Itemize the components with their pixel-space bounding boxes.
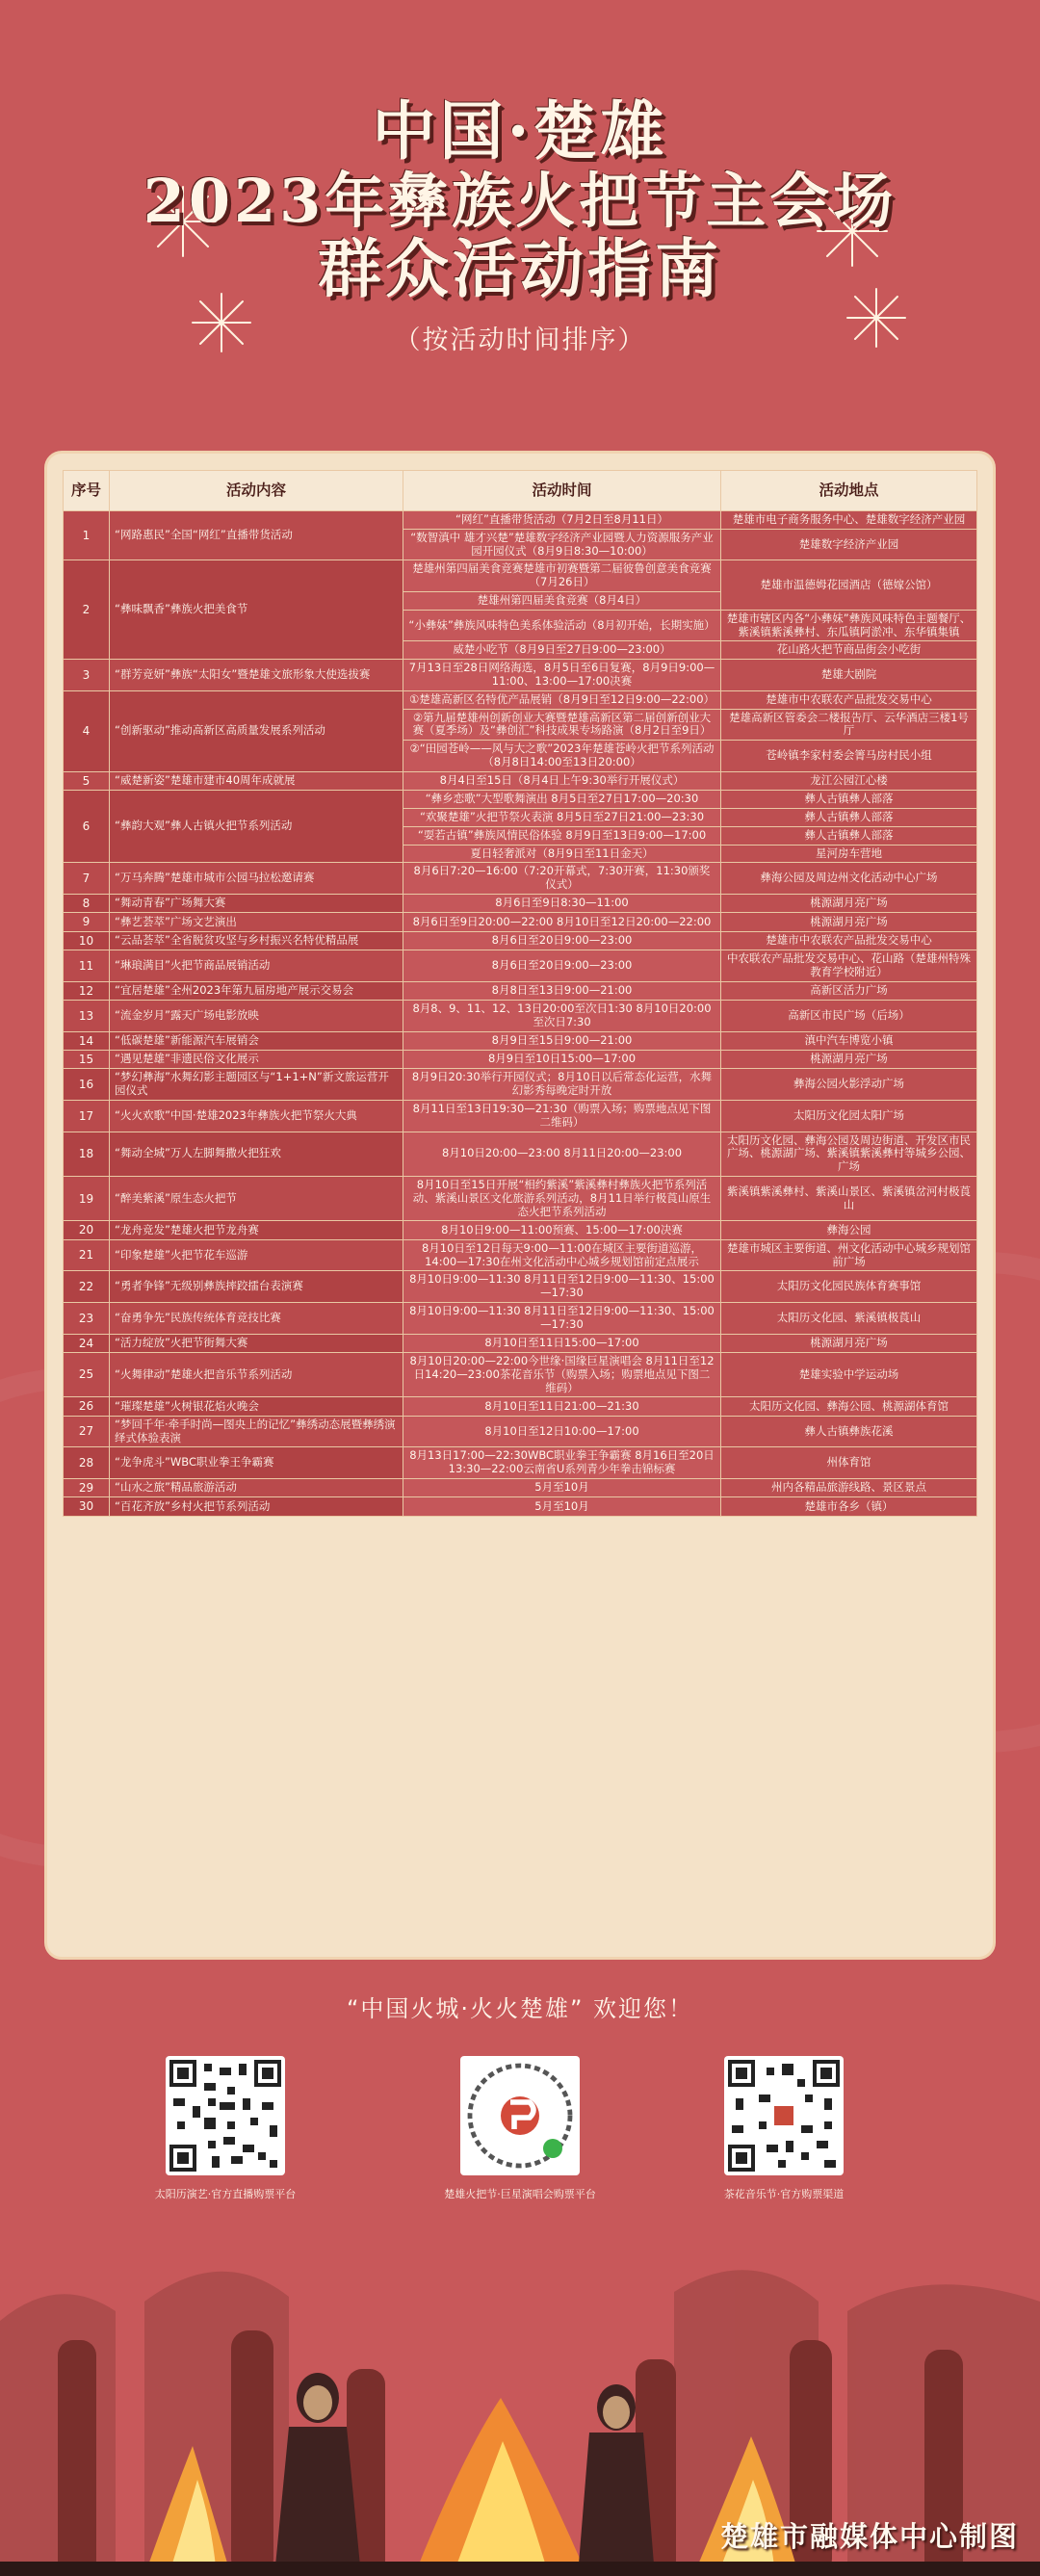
table-row bbox=[64, 1416, 977, 1447]
activity-content: “醉美紫溪”原生态火把节 bbox=[110, 1177, 403, 1221]
activity-content: “云品荟萃”全省脱贫攻坚与乡村振兴名特优精品展 bbox=[110, 931, 403, 950]
row-number: 26 bbox=[64, 1397, 110, 1416]
row-number: 28 bbox=[64, 1447, 110, 1479]
table-row bbox=[64, 1132, 977, 1176]
activity-content: “流金岁月”露天广场电影放映 bbox=[110, 1001, 403, 1032]
activity-location: 州内各精品旅游线路、景区景点 bbox=[721, 1478, 977, 1496]
row-number: 18 bbox=[64, 1132, 110, 1176]
activity-time: 8月10日20:00—23:00 8月11日20:00—23:00 bbox=[403, 1132, 721, 1176]
activity-time: 8月9日至10日15:00—17:00 bbox=[403, 1051, 721, 1069]
activity-time: 8月6日至20日9:00—23:00 bbox=[403, 931, 721, 950]
table-row bbox=[64, 1447, 977, 1479]
row-number: 6 bbox=[64, 791, 110, 863]
qr-code-icon bbox=[166, 2056, 285, 2175]
activity-content: “梦回千年·牵手时尚—图央上的记忆”彝绣动态展暨彝绣演绎式体验表演 bbox=[110, 1416, 403, 1447]
table-row bbox=[64, 1303, 977, 1335]
activity-time: 8月10日至15日开展“相约紫溪”紫溪彝村彝族火把节系列活动、紫溪山景区文化旅游系列活动，8月11日举行极莨山原生态火把节系列活动 bbox=[403, 1177, 721, 1221]
activity-location: 太阳历文化园、彝海公园、桃源湖体育馆 bbox=[721, 1397, 977, 1416]
row-number: 8 bbox=[64, 894, 110, 912]
activity-location: 彝人古镇彝人部落 bbox=[721, 791, 977, 809]
subtitle: （按活动时间排序） bbox=[394, 325, 646, 356]
row-number: 22 bbox=[64, 1271, 110, 1303]
activity-time: 8月8、9、11、12、13日20:00至次日1:30 8月10日20:00至次日7:30 bbox=[403, 1001, 721, 1032]
activity-location: 彝人古镇彝人部落 bbox=[721, 826, 977, 845]
row-number: 17 bbox=[64, 1101, 110, 1132]
table-row bbox=[64, 950, 977, 982]
table-row bbox=[64, 1478, 977, 1496]
activity-location: 桃源湖月亮广场 bbox=[721, 1051, 977, 1069]
activity-content: “群芳竞妍”彝族“太阳女”暨楚雄文旅形象大使选拔赛 bbox=[110, 660, 403, 691]
activity-time: 8月10日至11日15:00—17:00 bbox=[403, 1334, 721, 1352]
activity-time: “彝乡恋歌”大型歌舞演出 8月5日至27日17:00—20:30 bbox=[403, 791, 721, 809]
activity-location: 太阳历文化园民族体育赛事馆 bbox=[721, 1271, 977, 1303]
activity-location: 楚雄市中农联农产品批发交易中心 bbox=[721, 931, 977, 950]
activity-location: 彝海公园火影浮动广场 bbox=[721, 1069, 977, 1101]
activity-time: 8月10日20:00—22:00今世缘·国缘巨星演唱会 8月11日至12日14:20—23:00茶花音乐节（购票入场；购票地点见下图二维码） bbox=[403, 1352, 721, 1396]
activity-content: “百花齐放”乡村火把节系列活动 bbox=[110, 1497, 403, 1516]
activity-time: 威楚小吃节（8月9日至27日9:00—23:00） bbox=[403, 641, 721, 660]
activity-time: “网红”直播带货活动（7月2日至8月11日） bbox=[403, 511, 721, 530]
activity-content: “勇者争锋”无级别彝族摔跤擂台表演赛 bbox=[110, 1271, 403, 1303]
activity-location: 楚雄市城区主要街道、州文化活动中心城乡规划馆前广场 bbox=[721, 1239, 977, 1271]
activity-content: “舞动青春”广场舞大赛 bbox=[110, 894, 403, 912]
activity-content: “火火欢歌”中国·楚雄2023年彝族火把节祭火大典 bbox=[110, 1101, 403, 1132]
activity-content: “龙争虎斗”WBC职业拳王争霸赛 bbox=[110, 1447, 403, 1479]
table-row bbox=[64, 1051, 977, 1069]
activity-content: “舞动全城”万人左脚舞撒火把狂欢 bbox=[110, 1132, 403, 1176]
activity-time: 8月6日至9日20:00—22:00 8月10日至12日20:00—22:00 bbox=[403, 913, 721, 931]
activity-content: “彝味飘香”彝族火把美食节 bbox=[110, 560, 403, 660]
activity-time: “小彝妹”彝族风味特色美系体验活动（8月初开始，长期实施） bbox=[403, 610, 721, 641]
table-row bbox=[64, 913, 977, 931]
table-row bbox=[64, 863, 977, 895]
activity-content: “山水之旅”精品旅游活动 bbox=[110, 1478, 403, 1496]
qr-code-icon bbox=[460, 2056, 580, 2175]
table-row bbox=[64, 1497, 977, 1516]
row-number: 5 bbox=[64, 771, 110, 790]
row-number: 29 bbox=[64, 1478, 110, 1496]
qr-label: 茶花音乐节·官方购票渠道 bbox=[723, 2188, 845, 2200]
header-location: 活动地点 bbox=[721, 471, 977, 511]
table-row bbox=[64, 1031, 977, 1050]
activity-time: 楚雄州第四届美食竞赛楚雄市初赛暨第二届彼鲁创意美食竞赛（7月26日） bbox=[403, 560, 721, 592]
table-row bbox=[64, 660, 977, 691]
activity-time: 8月13日17:00—22:30WBC职业拳王争霸赛 8月16日至20日13:30—22:00云南省U系列青少年拳击锦标赛 bbox=[403, 1447, 721, 1479]
table-row bbox=[64, 1239, 977, 1271]
schedule-body bbox=[64, 511, 977, 1517]
activity-location: 龙江公园江心楼 bbox=[721, 771, 977, 790]
activity-location: 高新区市民广场（后场） bbox=[721, 1001, 977, 1032]
activity-time: ②第九届楚雄州创新创业大赛暨楚雄高新区第二届创新创业大赛（夏季场）及“彝创汇”科技成果专场路演（8月2日至9日） bbox=[403, 709, 721, 741]
row-number: 12 bbox=[64, 981, 110, 1000]
activity-time: 楚雄州第四届美食竞赛（8月4日） bbox=[403, 591, 721, 610]
header-no: 序号 bbox=[64, 471, 110, 511]
table-row bbox=[64, 1221, 977, 1239]
activity-location: 太阳历文化园太阳广场 bbox=[721, 1101, 977, 1132]
table-row bbox=[64, 931, 977, 950]
activity-time: 8月6日7:20—16:00（7:20开幕式，7:30开赛，11:30颁奖仪式） bbox=[403, 863, 721, 895]
table-row bbox=[64, 1397, 977, 1416]
activity-location: 楚雄市电子商务服务中心、楚雄数字经济产业园 bbox=[721, 511, 977, 530]
activity-content: “璀璨楚雄”火树银花焰火晚会 bbox=[110, 1397, 403, 1416]
title-line-1: 中国·楚雄 bbox=[372, 93, 668, 169]
activity-location: 苍岭镇李家村委会箐马房村民小组 bbox=[721, 741, 977, 772]
qr-code[interactable] bbox=[166, 2056, 285, 2175]
activity-time: “欢聚楚雄”火把节祭火表演 8月5日至27日21:00—23:30 bbox=[403, 808, 721, 826]
table-header-row bbox=[64, 471, 977, 511]
activity-time: 5月至10月 bbox=[403, 1478, 721, 1496]
table-row bbox=[64, 1334, 977, 1352]
table-row bbox=[64, 1101, 977, 1132]
activity-content: “龙舟竞发”楚雄火把节龙舟赛 bbox=[110, 1221, 403, 1239]
activity-content: “万马奔腾”楚雄市城市公园马拉松邀请赛 bbox=[110, 863, 403, 895]
activity-location: 楚雄市辖区内各“小彝妹”彝族风味特色主题餐厅、紫溪镇紫溪彝村、东瓜镇阿淤冲、东华镇集镇 bbox=[721, 610, 977, 641]
activity-location: 彝海公园 bbox=[721, 1221, 977, 1239]
activity-content: “奋勇争先”民族传统体育竞技比赛 bbox=[110, 1303, 403, 1335]
activity-content: “梦幻彝海”水舞幻影主题园区与“1+1+N”新文旅运营开园仪式 bbox=[110, 1069, 403, 1101]
row-number: 2 bbox=[64, 560, 110, 660]
row-number: 15 bbox=[64, 1051, 110, 1069]
table-row bbox=[64, 1352, 977, 1396]
activity-time: 夏日轻奢派对（8月9日至11日金天） bbox=[403, 845, 721, 863]
activity-location: 彝人古镇彝族花溪 bbox=[721, 1416, 977, 1447]
row-number: 1 bbox=[64, 511, 110, 560]
activity-time: “数智滇中 雄才兴楚”楚雄数字经济产业园暨人力资源服务产业园开园仪式（8月9日8:30—10:00） bbox=[403, 529, 721, 560]
header-time: 活动时间 bbox=[403, 471, 721, 511]
welcome-text: “中国火城·火火楚雄” 欢迎您！ bbox=[346, 1995, 694, 2022]
activity-location: 花山路火把节商品街会小吃街 bbox=[721, 641, 977, 660]
activity-time: 8月9日20:30举行开园仪式；8月10日以后常态化运营，水舞幻影秀每晚定时开放 bbox=[403, 1069, 721, 1101]
activity-content: “创新驱动”推动高新区高质量发展系列活动 bbox=[110, 690, 403, 771]
activity-time: 8月10日至11日21:00—21:30 bbox=[403, 1397, 721, 1416]
activity-time: 8月10日9:00—11:30 8月11日至12日9:00—11:30、15:00—17:30 bbox=[403, 1303, 721, 1335]
table-row bbox=[64, 1271, 977, 1303]
activity-location: 楚雄市中农联农产品批发交易中心 bbox=[721, 690, 977, 709]
activity-location: 星河房车营地 bbox=[721, 845, 977, 863]
row-number: 10 bbox=[64, 931, 110, 950]
activity-location: 楚雄市各乡（镇） bbox=[721, 1497, 977, 1516]
activity-location: 滇中汽车博览小镇 bbox=[721, 1031, 977, 1050]
activity-content: “遇见楚雄”非遗民俗文化展示 bbox=[110, 1051, 403, 1069]
activity-location: 高新区活力广场 bbox=[721, 981, 977, 1000]
activity-time: 8月10日9:00—11:30 8月11日至12日9:00—11:30、15:00—17:30 bbox=[403, 1271, 721, 1303]
activity-content: “印象楚雄”火把节花车巡游 bbox=[110, 1239, 403, 1271]
credit-text: 楚雄市融媒体中心制图 bbox=[719, 2520, 1019, 2553]
qr-label: 楚雄火把节·巨星演唱会购票平台 bbox=[444, 2188, 596, 2200]
activity-location: 彝海公园及周边州文化活动中心广场 bbox=[721, 863, 977, 895]
activity-time: 8月6日至9日8:30—11:00 bbox=[403, 894, 721, 912]
header-content: 活动内容 bbox=[110, 471, 403, 511]
activity-time: 8月10日9:00—11:00预赛、15:00—17:00决赛 bbox=[403, 1221, 721, 1239]
row-number: 24 bbox=[64, 1334, 110, 1352]
row-number: 7 bbox=[64, 863, 110, 895]
table-row bbox=[64, 690, 977, 709]
table-row bbox=[64, 981, 977, 1000]
row-number: 16 bbox=[64, 1069, 110, 1101]
activity-time: 8月10日至12日每天9:00—11:00在城区主要街道巡游，14:00—17:30在州文化活动中心城乡规划馆前定点展示 bbox=[403, 1239, 721, 1271]
row-number: 23 bbox=[64, 1303, 110, 1335]
table-row bbox=[64, 1069, 977, 1101]
table-row bbox=[64, 560, 977, 592]
row-number: 3 bbox=[64, 660, 110, 691]
activity-content: “网路惠民”全国“网红”直播带货活动 bbox=[110, 511, 403, 560]
row-number: 19 bbox=[64, 1177, 110, 1221]
activity-time: 8月11日至13日19:30—21:30（购票入场；购票地点见下图二维码） bbox=[403, 1101, 721, 1132]
activity-content: “低碳楚雄”新能源汽车展销会 bbox=[110, 1031, 403, 1050]
activity-time: 5月至10月 bbox=[403, 1497, 721, 1516]
activity-location: 楚雄数字经济产业园 bbox=[721, 529, 977, 560]
activity-location: 太阳历文化园、彝海公园及周边街道、开发区市民广场、桃源湖广场、紫溪镇紫溪彝村等城乡公园、广场 bbox=[721, 1132, 977, 1176]
row-number: 11 bbox=[64, 950, 110, 982]
activity-location: 彝人古镇彝人部落 bbox=[721, 808, 977, 826]
activity-content: “活力绽放”火把节街舞大赛 bbox=[110, 1334, 403, 1352]
table-row bbox=[64, 771, 977, 790]
row-number: 9 bbox=[64, 913, 110, 931]
activity-location: 太阳历文化园、紫溪镇极莨山 bbox=[721, 1303, 977, 1335]
title-line-3: 群众活动指南 bbox=[318, 231, 722, 307]
activity-time: 8月9日至15日9:00—21:00 bbox=[403, 1031, 721, 1050]
title-line-2: 2023年彝族火把节主会场 bbox=[143, 165, 897, 236]
qr-code-icon bbox=[724, 2056, 844, 2175]
activity-time: 8月6日至20日9:00—23:00 bbox=[403, 950, 721, 982]
activity-location: 中农联农产品批发交易中心、花山路（楚雄州特殊教育学校附近） bbox=[721, 950, 977, 982]
row-number: 14 bbox=[64, 1031, 110, 1050]
table-row bbox=[64, 1001, 977, 1032]
table-row bbox=[64, 1177, 977, 1221]
activity-content: “彝艺荟萃”广场文艺演出 bbox=[110, 913, 403, 931]
activity-time: ②“田园苍岭——风与大之歌”2023年楚雄苍岭火把节系列活动（8月8日14:00至13日20:00） bbox=[403, 741, 721, 772]
qr-code[interactable] bbox=[460, 2056, 580, 2175]
activity-content: “琳琅满目”火把节商品展销活动 bbox=[110, 950, 403, 982]
schedule-panel bbox=[44, 451, 996, 1960]
activity-content: “火舞律动”楚雄火把音乐节系列活动 bbox=[110, 1352, 403, 1396]
activity-time: ①楚雄高新区名特优产品展销（8月9日至12日9:00—22:00） bbox=[403, 690, 721, 709]
row-number: 25 bbox=[64, 1352, 110, 1396]
activity-location: 桃源湖月亮广场 bbox=[721, 1334, 977, 1352]
activity-time: “耍若古镇”彝族风情民俗体验 8月9日至13日9:00—17:00 bbox=[403, 826, 721, 845]
qr-label: 太阳历演艺·官方直播购票平台 bbox=[154, 2188, 297, 2200]
qr-code[interactable] bbox=[724, 2056, 844, 2175]
activity-time: 8月8日至13日9:00—21:00 bbox=[403, 981, 721, 1000]
table-row bbox=[64, 894, 977, 912]
activity-content: “彝韵大观”彝人古镇火把节系列活动 bbox=[110, 791, 403, 863]
table-row bbox=[64, 791, 977, 809]
activity-location: 楚雄大剧院 bbox=[721, 660, 977, 691]
row-number: 30 bbox=[64, 1497, 110, 1516]
activity-location: 桃源湖月亮广场 bbox=[721, 913, 977, 931]
activity-location: 楚雄市温德姆花园酒店（德嫁公馆） bbox=[721, 560, 977, 610]
activity-time: 8月10日至12日10:00—17:00 bbox=[403, 1416, 721, 1447]
activity-time: 7月13日至28日网络海选，8月5日至6日复赛，8月9日9:00—11:00、13:00—17:00决赛 bbox=[403, 660, 721, 691]
header bbox=[0, 93, 1040, 356]
activity-content: “宜居楚雄”全州2023年第九届房地产展示交易会 bbox=[110, 981, 403, 1000]
activity-location: 楚雄实验中学运动场 bbox=[721, 1352, 977, 1396]
table-row bbox=[64, 511, 977, 530]
activity-content: “威楚新姿”楚雄市建市40周年成就展 bbox=[110, 771, 403, 790]
row-number: 20 bbox=[64, 1221, 110, 1239]
row-number: 4 bbox=[64, 690, 110, 771]
row-number: 21 bbox=[64, 1239, 110, 1271]
activity-location: 紫溪镇紫溪彝村、紫溪山景区、紫溪镇岔河村极莨山 bbox=[721, 1177, 977, 1221]
activity-location: 桃源湖月亮广场 bbox=[721, 894, 977, 912]
row-number: 13 bbox=[64, 1001, 110, 1032]
row-number: 27 bbox=[64, 1416, 110, 1447]
activity-location: 州体育馆 bbox=[721, 1447, 977, 1479]
activity-location: 楚雄高新区管委会二楼报告厅、云华酒店三楼1号厅 bbox=[721, 709, 977, 741]
schedule-table bbox=[63, 470, 977, 1517]
activity-time: 8月4日至15日（8月4日上午9:30举行开展仪式） bbox=[403, 771, 721, 790]
